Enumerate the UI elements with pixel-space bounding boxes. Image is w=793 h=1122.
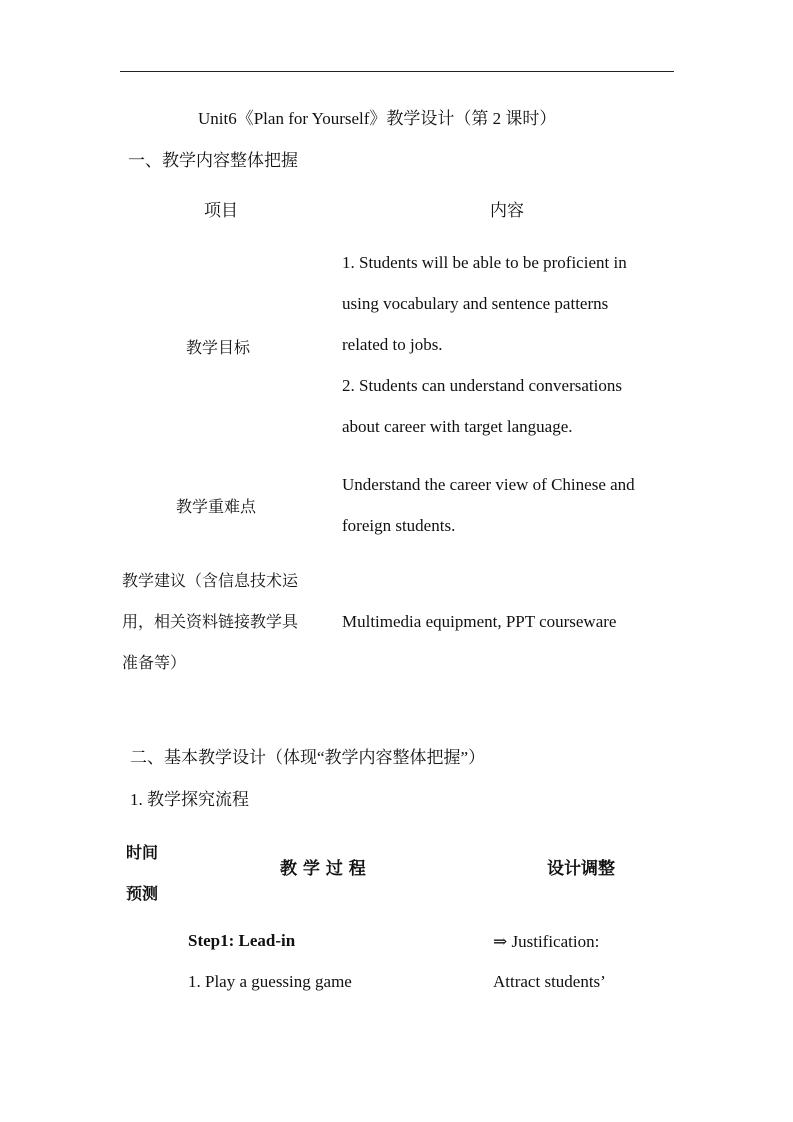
adjustment-text: Attract students’ bbox=[493, 972, 606, 991]
objective-line: 2. Students can understand conversations bbox=[342, 376, 622, 395]
key-point-line: Understand the career view of Chinese and bbox=[342, 475, 635, 494]
objective-line: 1. Students will be able to be proficient in bbox=[342, 253, 627, 272]
key-point-line: foreign students. bbox=[342, 516, 456, 535]
row-label-suggestions bbox=[122, 560, 298, 683]
adjustment-justification: ⇒ Justification: bbox=[493, 932, 600, 951]
objective-line: using vocabulary and sentence patterns bbox=[342, 294, 609, 313]
time-header-line: 时间 bbox=[126, 843, 159, 862]
step-item: 1. Play a guessing game bbox=[188, 972, 352, 991]
row-content-key-points bbox=[342, 464, 635, 546]
column-header-adjustment: 设计调整 bbox=[547, 859, 615, 879]
time-header-line: 预测 bbox=[126, 884, 159, 903]
objective-line: related to jobs. bbox=[342, 335, 443, 354]
row-label-key-points: 教学重难点 bbox=[176, 497, 257, 516]
row-content-suggestions: Multimedia equipment, PPT courseware bbox=[342, 612, 617, 631]
section-2-heading: 二、基本教学设计（体现“教学内容整体把握”） bbox=[130, 748, 486, 767]
page-title: Unit6《Plan for Yourself》教学设计（第 2 课时） bbox=[198, 109, 557, 128]
objective-line: about career with target language. bbox=[342, 417, 573, 436]
row-content-objectives bbox=[342, 242, 627, 447]
step-title: Step1: Lead-in bbox=[188, 931, 296, 950]
section-2-subheading: 1. 教学探究流程 bbox=[130, 790, 249, 809]
column-header-time bbox=[126, 832, 158, 914]
column-header-process: 教 学 过 程 bbox=[280, 859, 366, 879]
column-header-item: 项目 bbox=[204, 201, 238, 220]
row-label-objectives: 教学目标 bbox=[186, 338, 251, 357]
suggestion-label-line: 准备等） bbox=[122, 653, 187, 672]
suggestion-label-line: 教学建议（含信息技术运 bbox=[122, 571, 299, 590]
column-header-content: 内容 bbox=[490, 201, 524, 220]
suggestion-label-line: 用，相关资料链接教学具 bbox=[122, 612, 299, 631]
header-rule bbox=[120, 71, 674, 72]
section-1-heading: 一、教学内容整体把握 bbox=[128, 151, 298, 170]
